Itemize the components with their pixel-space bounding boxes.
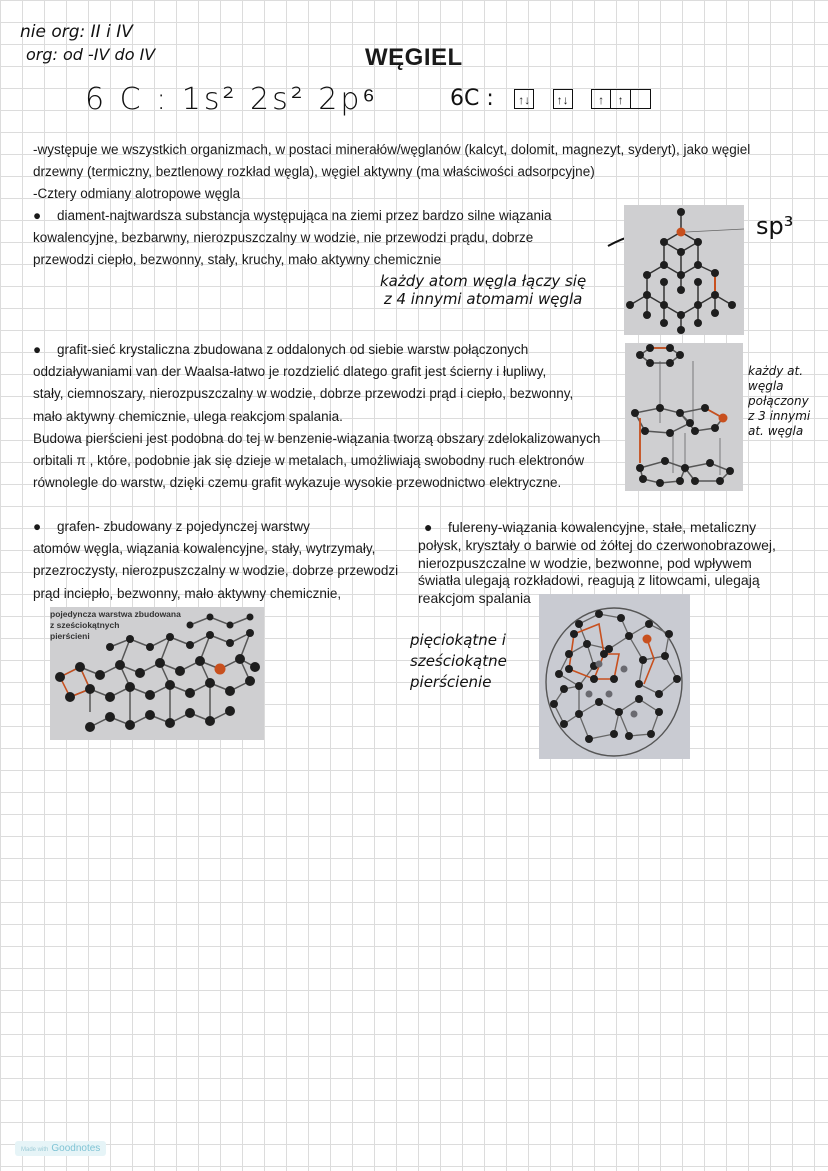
fullerene-cage-icon [539,594,690,759]
graphite-layers-icon [625,343,743,491]
fulereny-line: reakcjom spalania [418,590,531,607]
grafen-structure-image [50,607,264,740]
annotation-line: każdy atom węgla łączy się [380,272,587,290]
intro-text [33,139,750,206]
fulereny-annotation [410,630,507,693]
grafit-annotation [748,364,810,439]
diamond-lattice-icon [624,205,744,335]
diament-line: przewodzi ciepło, bezwonny, stały, kruchy, mało aktywny chemicznie [33,252,442,268]
annotation-line: każdy at. [748,364,804,378]
orbital-2s [553,89,573,109]
hybridization-label: sp³ [756,212,794,240]
orbital-box: ↑↓ [514,89,534,109]
bullet: ● [33,519,42,534]
diament-line: kowalencyjne, bezbarwny, nierozpuszczalny w wodzie, nie przewodzi prądu, dobrze [33,230,534,246]
orbital-1s [514,89,534,109]
fulereny-line: połysk, kryształy o barwie od żółtej do czerwonobrazowej, [418,536,776,553]
annotation-line: at. węgla [748,424,804,438]
oxidation-states-inorganic: nie org: II i IV [20,22,133,42]
diament-structure-image [624,205,744,335]
grafit-line: mało aktywny chemicznie, ulega reakcjom spalania. [33,408,343,424]
fulereny-structure-image [539,594,690,759]
annotation-line: węgla [748,379,784,393]
grafit-section [33,339,600,494]
grafen-image-caption: pojedyncza warstwa zbudowana z sześciokątnych pierścieni [50,609,181,641]
bullet: ● [33,208,42,223]
annotation-line: pierścienie [410,673,492,691]
orbital-label: 6C : [450,86,494,111]
annotation-line: z 3 innymi [748,409,811,423]
grafen-line: prąd inciepło, bezwonny, mało aktywny chemicznie, [33,585,342,601]
grafen-line: grafen- zbudowany z pojedynczej warstwy [57,519,310,534]
bullet: ● [424,519,433,535]
orbital-diagram [450,86,665,111]
annotation-line: połączony [748,394,809,408]
bullet: ● [33,342,42,357]
annotation-line: pięciokątne i [410,631,506,649]
grafit-line: równolegle do warstw, dzięki czemu grafit wykazuje wysokie przewodnictwo elektryczne. [33,475,562,491]
brand-label: Goodnotes [51,1143,101,1154]
grafen-line: atomów węgla, wiązania kowalencyjne, stały, wytrzymały, [33,541,376,557]
fulereny-line: fulereny-wiązania kowalencyjne, stałe, metaliczny [448,519,757,535]
grafen-line: przezroczysty, nierozpuszczalny w wodzie, dobrze przewodzi [33,563,399,579]
diament-annotation [380,272,586,308]
intro-line: drzewny (termiczny, beztlenowy rozkład węgla), węgiel aktywny (ma właściwości adsorpcyjne) [33,164,595,180]
orbital-box [631,89,651,109]
fulereny-line: światła ulegają rozkładowi, reagują z litowcami, ulegają [418,572,760,589]
orbital-box: ↑↓ [553,89,573,109]
annotation-line: sześciokątne [410,652,507,670]
diament-line: diament-najtwardsza substancja występująca na ziemi przez bardzo silne wiązania [57,208,552,223]
made-with-label: Made with [21,1147,49,1153]
electron-configuration: 6 C : 1s² 2s² 2p⁶ [85,82,378,117]
intro-line: -Cztery odmiany alotropowe węgla [33,186,241,202]
annotation-line: z 4 innymi atomami węgla [383,290,583,308]
diament-section [33,205,552,272]
grafit-structure-image [625,343,743,491]
grafit-line: Budowa pierścieni jest podobna do tej w benzenie-wiązania tworzą obszary zdelokalizowanych [33,430,601,446]
orbital-box: ↑ [611,89,631,109]
intro-line: -występuje we wszystkich organizmach, w postaci minerałów/węglanów (kalcyt, dolomit, magnezyt, syderyt), jako węgiel [33,142,751,157]
grafit-line: stały, ciemnoszary, nierozpuszczalny w wodzie, dobrze przewodzi prąd i ciepło, bezwonny, [33,386,574,402]
page-title: WĘGIEL [365,44,463,71]
orbital-box: ↑ [591,89,611,109]
grafen-section [33,516,398,605]
orbital-2p [591,89,651,109]
fulereny-line: nierozpuszczalne w wodzie, bezwonne, pod wpływem [418,554,752,571]
grafit-line: grafit-sieć krystaliczna zbudowana z oddalonych od siebie warstw połączonych [57,342,529,357]
grafit-line: orbitali π , które, podobnie jak się dzieje w metalach, umożliwiają swobodny ruch elektronów [33,453,585,469]
grafit-line: oddziaływaniami van der Waalsa-łatwo je rozdzielić dlatego grafit jest ścierny i łupliwy, [33,364,547,380]
goodnotes-watermark [15,1141,106,1156]
oxidation-states-organic: org: od -IV do IV [26,45,156,64]
